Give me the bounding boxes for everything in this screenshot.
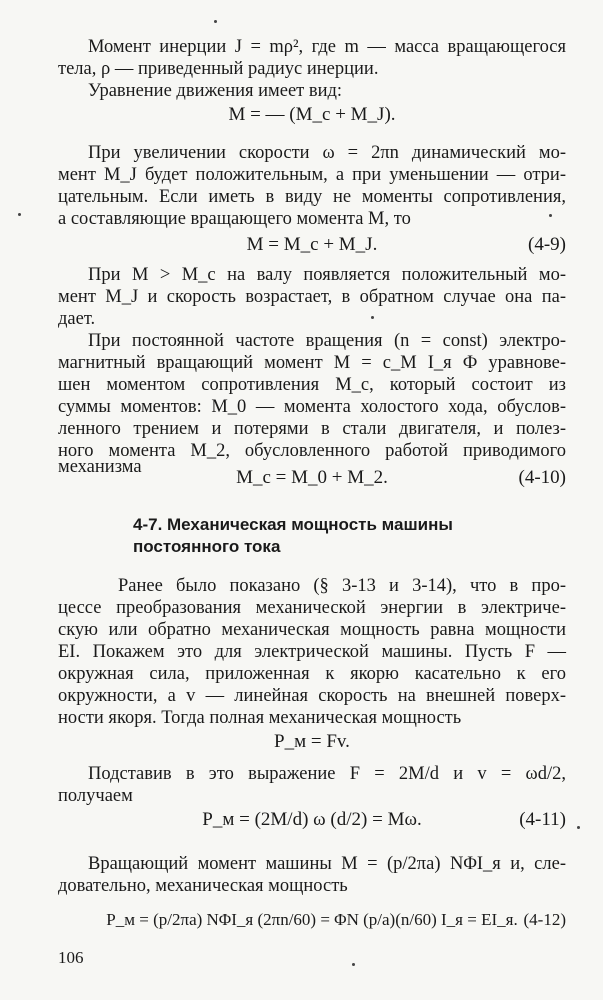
text-line: окружности, а v — линейная скорость на внешней поверх- [58,686,566,706]
scan-speck [214,20,217,23]
text-line: цессе преобразования механической энергии в электриче- [58,598,566,618]
text-line: мент M_J и скорость возрастает, в обратном случае она па- [58,287,566,307]
text-line: магнитный вращающий момент M = c_M I_я Ф уравнове- [58,353,566,373]
equation-formula: P_м = Fv. [274,731,350,752]
text-line: При увеличении скорости ω = 2πn динамический мо- [88,143,566,163]
text-line: Вращающий момент машины M = (p/2πa) NΦI_я и, сле- [88,854,566,874]
text-line: суммы моментов: M_0 — момента холостого хода, обуслов- [58,397,566,417]
text-line: тела, ρ — приведенный радиус инерции. [58,59,379,79]
section-heading: постоянного тока [133,537,281,556]
text-line: ности якоря. Тогда полная механическая мощность [58,708,462,728]
text-line: механизма [58,457,142,477]
text-line: цательным. Если иметь в виду не моменты сопротивления, [58,187,566,207]
scan-speck [549,214,552,217]
equation-number: (4-11) [519,809,566,830]
text-line: а составляющие вращающего момента M, то [58,209,411,229]
text-line: Уравнение движения имеет вид: [88,81,343,101]
text-line: довательно, механическая мощность [58,876,348,896]
text-line: скую или обратно механическая мощность равна мощности [58,620,566,640]
text-line: EI. Покажем это для электрической машины. Пусть F — [58,642,566,662]
equation-formula: M = — (M_с + M_J). [228,104,396,125]
equation-formula: P_м = (p/2πa) NΦI_я (2πn/60) = ΦN (p/a)(n/60) I_я = EI_я. [106,910,518,929]
text-line: Подставив в это выражение F = 2M/d и v = ωd/2, [88,764,566,784]
text-line: При постоянной частоте вращения (n = const) электро- [88,331,566,351]
equation-formula: M_с = M_0 + M_2. [236,467,388,488]
scan-speck [577,826,580,829]
text-line: Ранее было показано (§ 3-13 и 3-14), что в про- [118,576,566,596]
text-line: шен моментом сопротивления M_с, который состоит из [58,375,566,395]
text-line: получаем [58,786,133,806]
scan-speck [18,213,21,216]
text-line: ного момента M_2, обусловленного работой приводимого [58,441,566,461]
text-line: дает. [58,309,96,329]
text-line: Момент инерции J = mρ², где m — масса вращающегося [88,37,566,57]
equation-number: (4-9) [528,234,566,255]
page-number: 106 [58,948,84,967]
equation-number: (4-12) [523,910,566,929]
equation-formula: M = M_с + M_J. [246,234,378,255]
text-line: ленного трением и потерями в стали двигателя, и полез- [58,419,566,439]
text-line: мент M_J будет положительным, а при уменьшении — отри- [58,165,566,185]
text-line: При M > M_с на валу появляется положительный мо- [88,265,566,285]
equation-number: (4-10) [518,467,566,488]
scan-speck [352,963,355,966]
text-line: окружная сила, приложенная к якорю касательно к его [58,664,566,684]
scan-speck [371,316,374,319]
equation-formula: P_м = (2M/d) ω (d/2) = Mω. [202,809,422,830]
section-heading: 4-7. Механическая мощность машины [133,515,453,534]
